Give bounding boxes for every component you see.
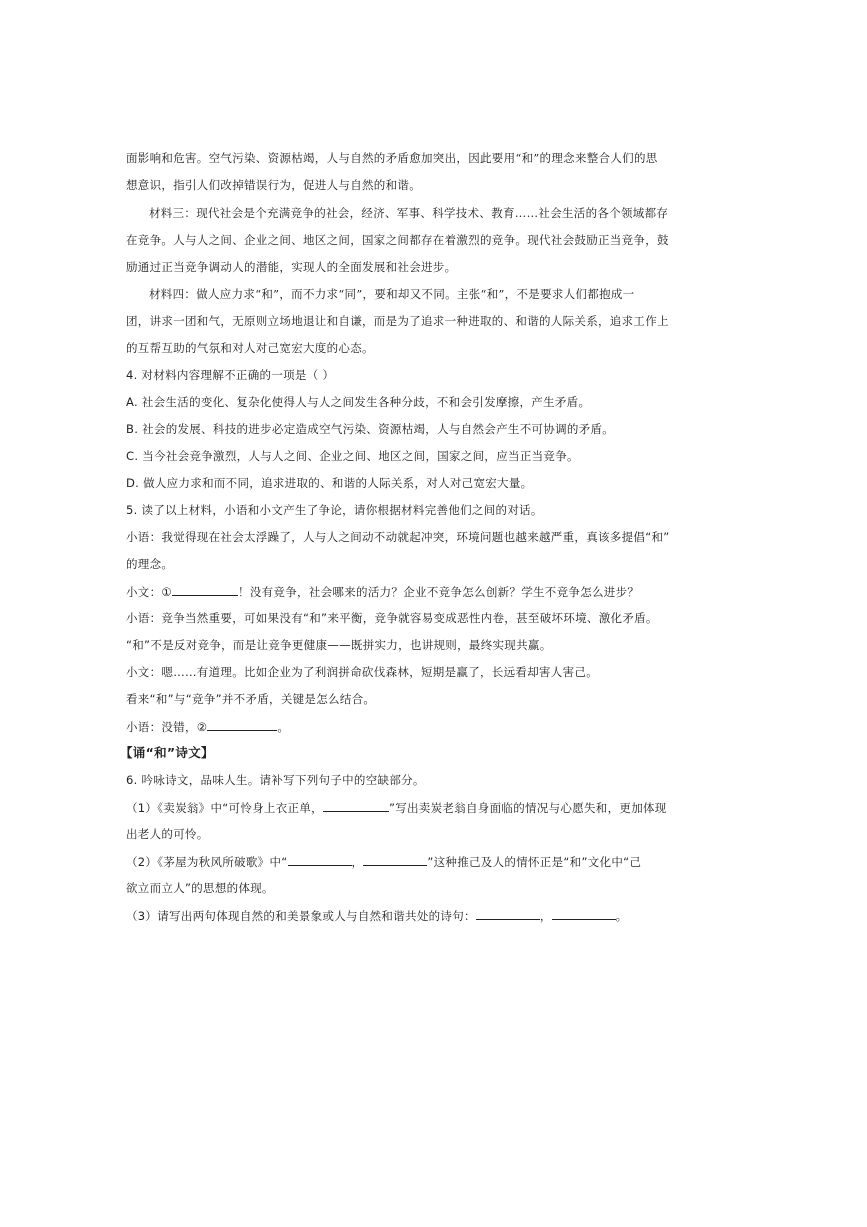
answer-blank-p2a[interactable] bbox=[288, 853, 352, 866]
question-text: （2）《茅屋为秋风所破歌》中“ bbox=[126, 855, 288, 869]
answer-blank-1[interactable] bbox=[172, 583, 238, 596]
question-4-option-c[interactable]: C. 当今社会竞争激烈，人与人之间、企业之间、地区之间，国家之间，应当正当竞争。 bbox=[126, 449, 579, 463]
dialogue-text: 小语：没错，② bbox=[126, 720, 208, 734]
material-line: 在竞争。人与人之间、企业之间、地区之间，国家之间都存在着激烈的竞争。现代社会鼓励正当竞争，鼓 bbox=[126, 233, 669, 247]
question-4-stem: 4. 对材料内容理解不正确的一项是（ ） bbox=[126, 368, 335, 382]
dialogue-line: “和”不是反对竞争，而是让竞争更健康——既拼实力，也讲规则，最终实现共赢。 bbox=[126, 638, 552, 652]
answer-blank-2[interactable] bbox=[207, 718, 277, 731]
answer-blank-p3b[interactable] bbox=[552, 907, 616, 920]
answer-blank-p3a[interactable] bbox=[476, 907, 540, 920]
question-4-option-a[interactable]: A. 社会生活的变化、复杂化使得人与人之间发生各种分歧，不和会引发摩擦，产生矛盾。 bbox=[126, 395, 591, 409]
question-6-part-2-cont: 欲立而立人”的思想的体现。 bbox=[126, 881, 274, 895]
dialogue-text: 。 bbox=[277, 720, 290, 734]
dialogue-line: 小文：嗯……有道理。比如企业为了利润拼命砍伐森林，短期是赢了，长远看却害人害己。 bbox=[126, 665, 598, 679]
dialogue-line: 小语：竞争当然重要，可如果没有“和”来平衡，竞争就容易变成恶性内卷，甚至破坏环境、激化矛盾。 bbox=[126, 611, 658, 625]
question-text: （1）《卖炭翁》中“可怜身上衣正单， bbox=[126, 801, 323, 815]
question-6-stem: 6. 吟咏诗文，品味人生。请补写下列句子中的空缺部分。 bbox=[126, 773, 425, 787]
dialogue-line: 的理念。 bbox=[126, 557, 174, 571]
material-line: 励通过正当竞争调动人的潜能，实现人的全面发展和社会进步。 bbox=[126, 260, 457, 274]
material-line: 的互帮互助的气氛和对人对己宽宏大度的心态。 bbox=[126, 341, 374, 355]
dialogue-text: 小文：① bbox=[126, 585, 173, 599]
question-4-option-b[interactable]: B. 社会的发展、科技的进步必定造成空气污染、资源枯竭，人与自然会产生不可协调的矛盾。 bbox=[126, 422, 615, 436]
question-6-part-3 bbox=[126, 907, 726, 924]
question-text: ， bbox=[539, 909, 552, 923]
material-four-line: 材料四：做人应力求“和”，而不力求“同”，要和却又不同。主张“和”，不是要求人们都抱成一 bbox=[149, 287, 635, 301]
question-5-stem: 5. 读了以上材料，小语和小文产生了争论，请你根据材料完善他们之间的对话。 bbox=[126, 503, 543, 517]
dialogue-line-blank-1 bbox=[126, 583, 726, 600]
question-4-option-d[interactable]: D. 做人应力求和而不同，追求进取的、和谐的人际关系，对人对己宽宏大量。 bbox=[126, 476, 533, 490]
dialogue-line: 看来“和”与“竞争”并不矛盾，关键是怎么结合。 bbox=[126, 692, 376, 706]
dialogue-text: ！没有竞争，社会哪来的活力？企业不竞争怎么创新？学生不竞争怎么进步？ bbox=[238, 585, 640, 599]
question-text: ， bbox=[351, 855, 364, 869]
material-line: 想意识，指引人们改掉错误行为，促进人与自然的和谐。 bbox=[126, 178, 421, 192]
material-line: 面影响和危害。空气污染、资源枯竭，人与自然的矛盾愈加突出，因此要用“和”的理念来整合人们的思 bbox=[126, 151, 658, 165]
question-text: ”这种推己及人的情怀正是“和”文化中“己 bbox=[427, 855, 642, 869]
question-text: （3）请写出两句体现自然的和美景象或人与自然和谐共处的诗句： bbox=[126, 909, 476, 923]
question-text: 。 bbox=[615, 909, 628, 923]
question-6-part-2 bbox=[126, 853, 726, 870]
question-6-part-1 bbox=[126, 799, 726, 816]
material-three-line: 材料三：现代社会是个充满竞争的社会，经济、军事、科学技术、教育……社会生活的各个领域都存 bbox=[149, 206, 669, 220]
dialogue-line: 小语：我觉得现在社会太浮躁了，人与人之间动不动就起冲突，环境问题也越来越严重，真该多提倡“和” bbox=[126, 530, 670, 544]
dialogue-line-blank-2 bbox=[126, 718, 726, 735]
question-6-part-1-cont: 出老人的可怜。 bbox=[126, 827, 209, 841]
answer-blank-p2b[interactable] bbox=[363, 853, 427, 866]
question-text: ”写出卖炭老翁自身面临的情况与心愿失和，更加体现 bbox=[388, 801, 667, 815]
section-title: 【诵“和”诗文】 bbox=[120, 745, 214, 760]
answer-blank-p1[interactable] bbox=[323, 799, 389, 812]
material-line: 团，讲求一团和气，无原则立场地退让和自谦，而是为了追求一种进取的、和谐的人际关系，追求工作上 bbox=[126, 314, 669, 328]
